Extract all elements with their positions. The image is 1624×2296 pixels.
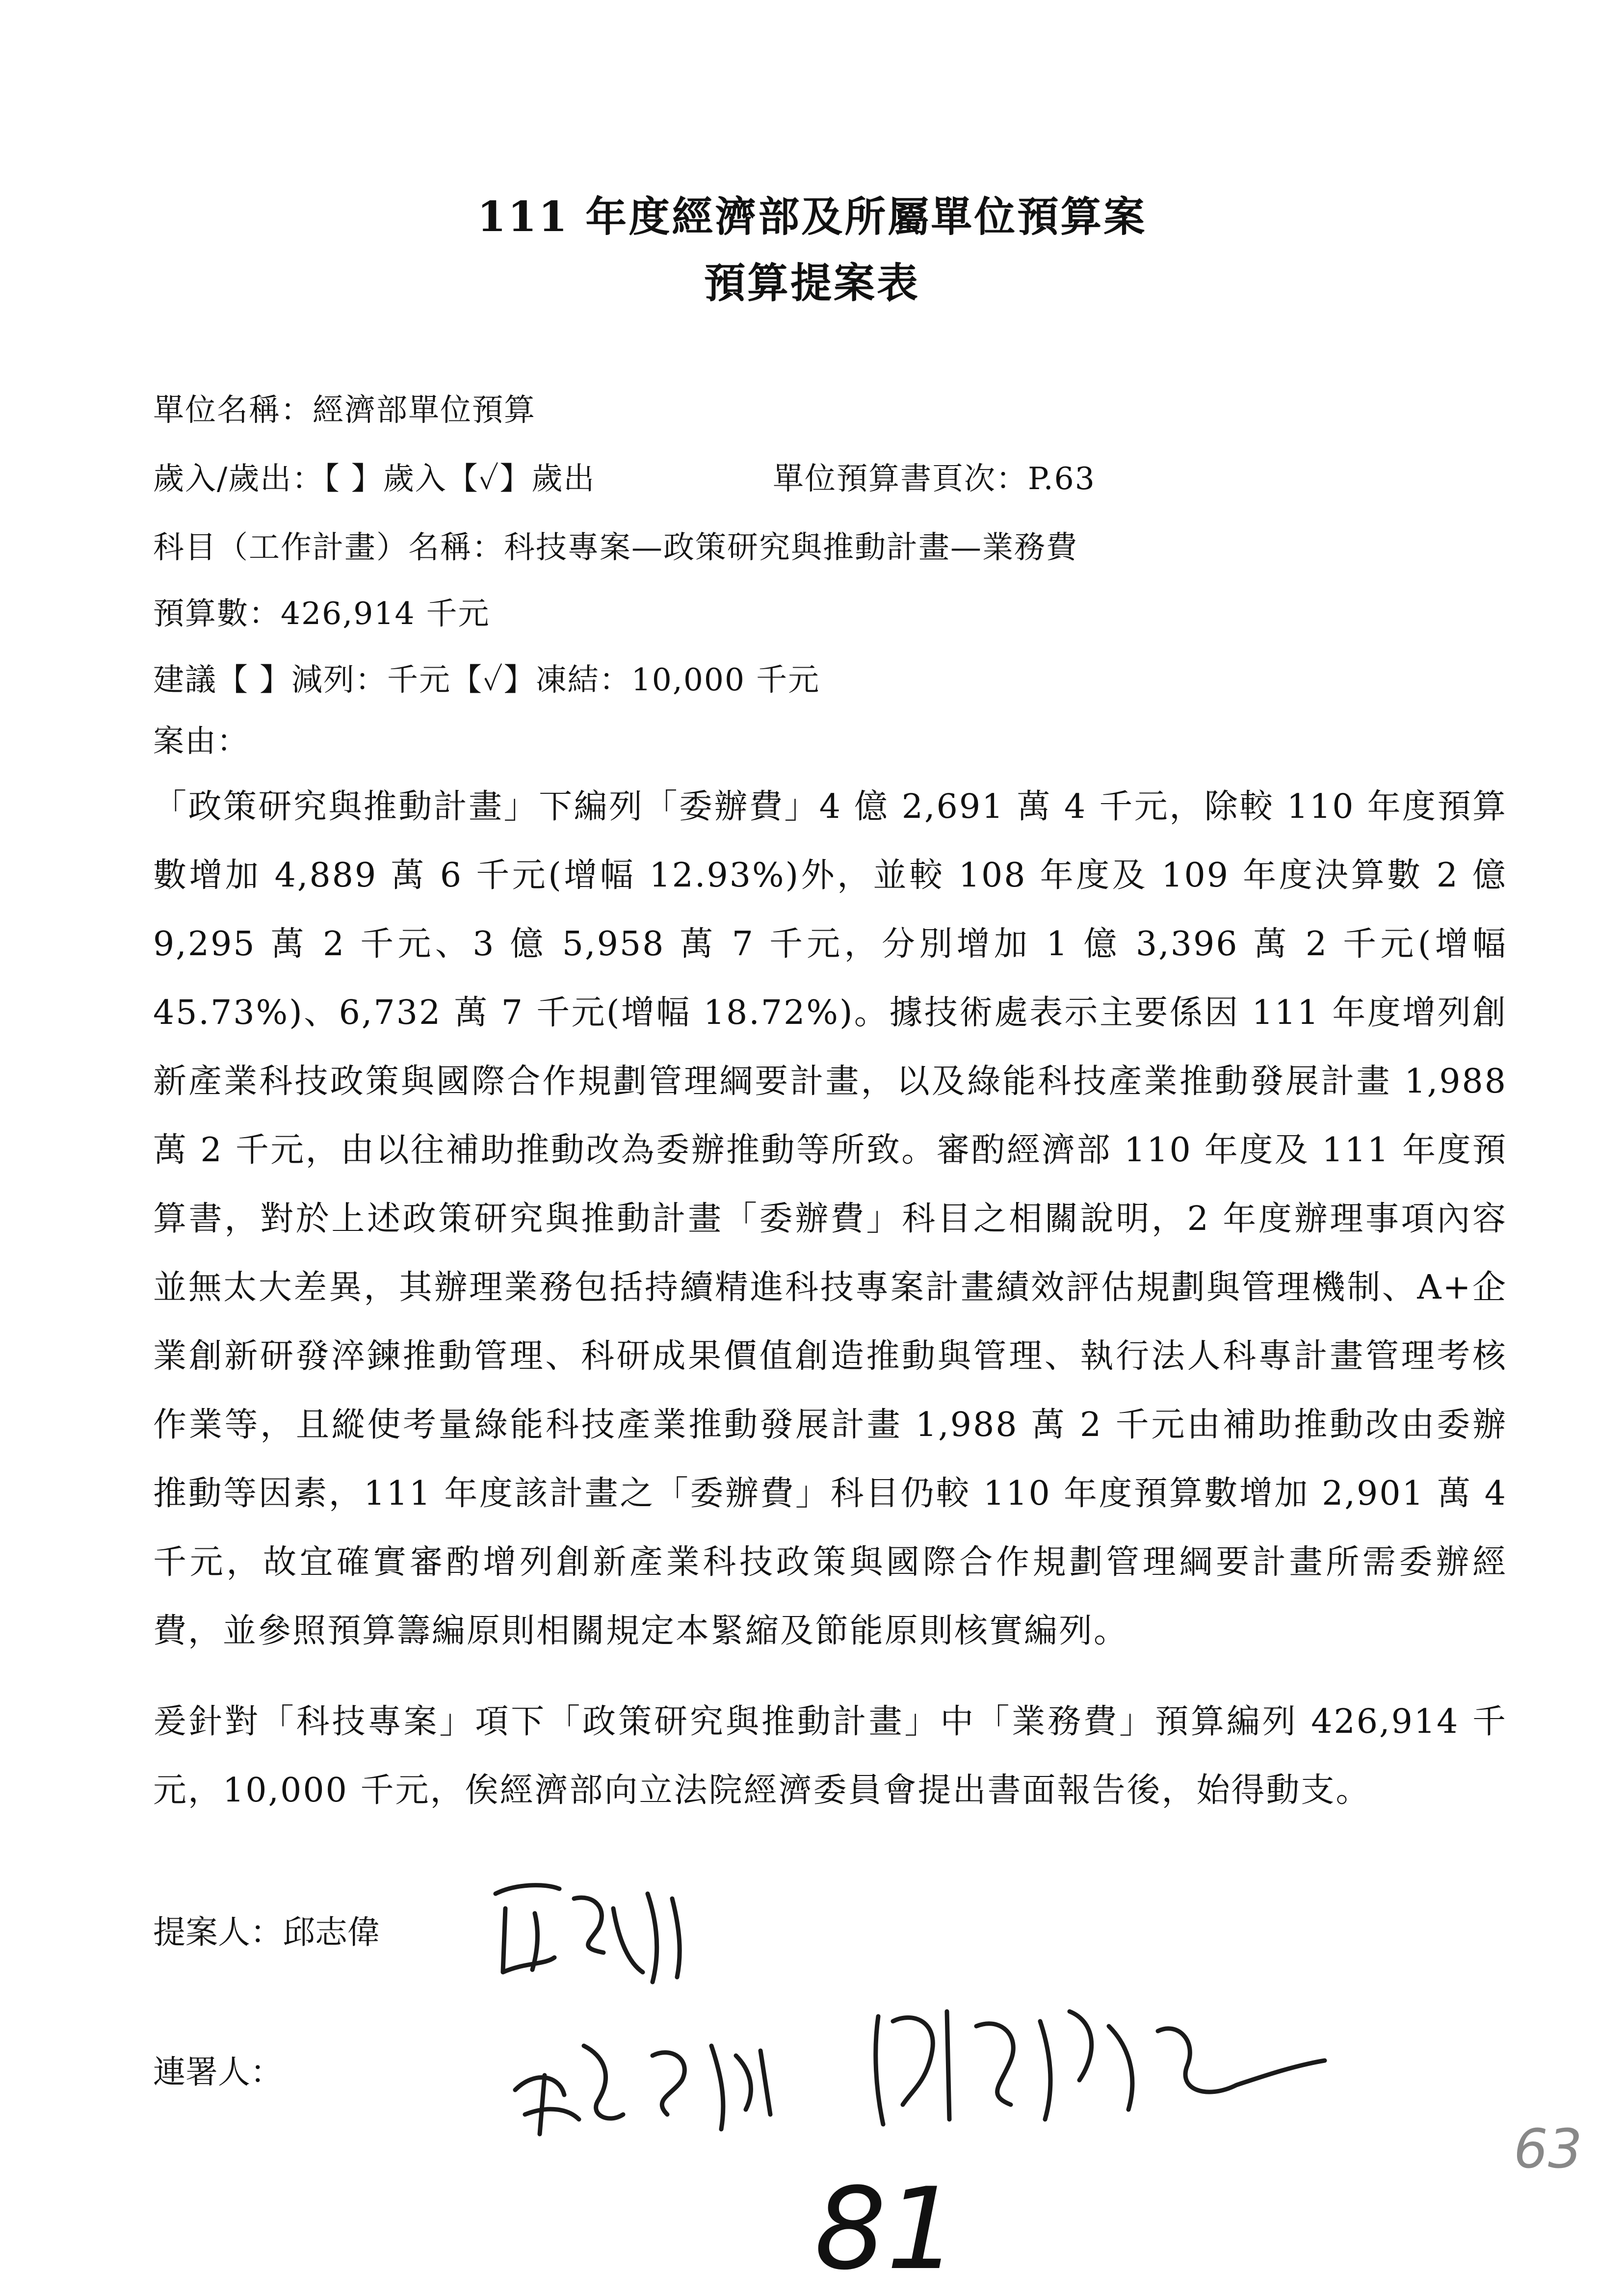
proposer-signature	[486, 1879, 711, 1992]
proposal-line: 建議【 】減列：千元【✓】凍結：10,000 千元	[153, 662, 820, 698]
budget-page-ref: 單位預算書頁次：P.63	[773, 461, 1096, 496]
resolution-paragraph: 爰針對「科技專案」項下「政策研究與推動計畫」中「業務費」預算編列 426,914 千元，10,000 千元，俟經濟部向立法院經濟委員會提出書面報告後，始得動支。	[153, 1702, 1507, 1810]
handwritten-corner-number: 63	[1514, 2117, 1582, 2180]
revenue-expense-choice: 歲入/歲出：【 】歲入【✓】歲出	[153, 461, 596, 496]
budget-amount: 預算數：426,914 千元	[153, 596, 490, 631]
reason-paragraph: 「政策研究與推動計畫」下編列「委辦費」4 億 2,691 萬 4 千元，除較 110 年度預算數增加 4,889 萬 6 千元(增幅 12.93%)外，並較 108 年度及 109 年度決算數 2 億 9,295 萬 2 千元、3 億 5,958 萬 7 千元，分別增加 1 億 3,396 萬 2 千元(增幅 45.73%)、6,732 萬 7 千元(增幅 18.72%)。據技術處表示主要係因 111 年度增列創新產業科技政策與國際合作規劃管理綱要計畫，以及綠能科技產業推動發展計畫 1,988 萬 2 千元，由以往補助推動改為委辦推動等所致。審酌經濟部 110 年度及 111 年度預算書，對於上述政策研究與推動計畫「委辦費」科目之相關說明，2 年度辦理事項內容並無太大差異，其辦理業務包括持續精進科技專案計畫績效評估規劃與管理機制、A+企業創新研發淬鍊推動管理、科研成果價值創造推動與管理、執行法人科專計畫管理考核作業等，且縱使考量綠能科技產業推動發展計畫 1,988 萬 2 千元由補助推動改由委辦推動等因素，111 年度該計畫之「委辦費」科目仍較 110 年度預算數增加 2,901 萬 4 千元，故宜確實審酌增列創新產業科技政策與國際合作規劃管理綱要計畫所需委辦經費，並參照預算籌編原則相關規定本緊縮及節能原則核實編列。	[153, 787, 1507, 1650]
cosigner-signature-1	[505, 2016, 859, 2144]
cosigner-signature-2	[864, 1992, 1335, 2139]
proposer-label: 提案人：邱志偉	[153, 1913, 380, 1951]
reason-label: 案由：	[153, 723, 249, 759]
handwritten-page-number: 81	[814, 2164, 958, 2295]
document-title: 111 年度經濟部及所屬單位預算案	[477, 192, 1147, 241]
subject-name: 科目（工作計畫）名稱：科技專案—政策研究與推動計畫—業務費	[153, 529, 1078, 565]
cosigner-label: 連署人：	[153, 2053, 283, 2091]
unit-name: 單位名稱：經濟部單位預算	[153, 392, 536, 428]
document-subtitle: 預算提案表	[704, 259, 920, 307]
